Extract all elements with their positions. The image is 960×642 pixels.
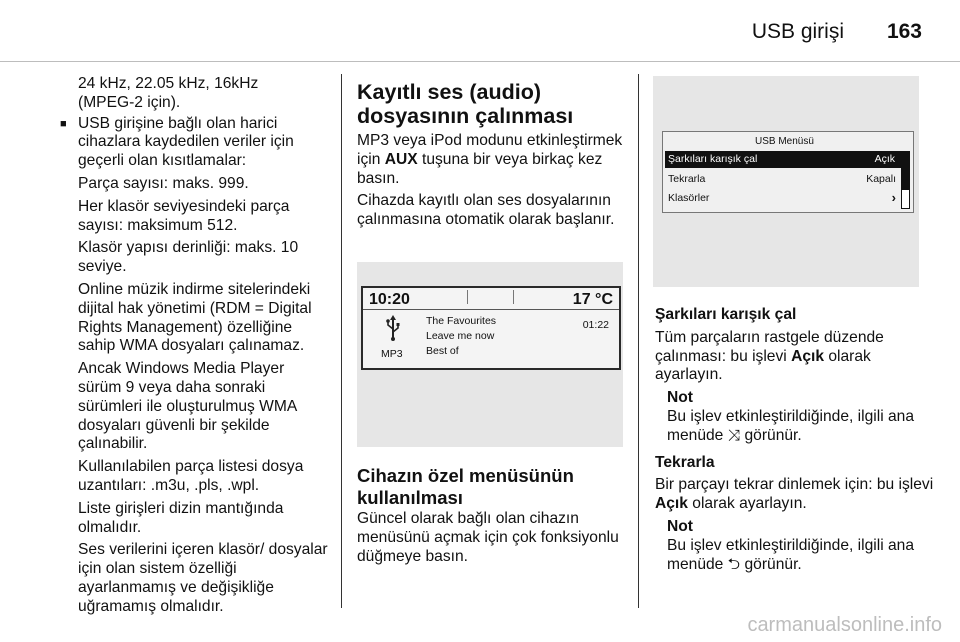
para-autoplay: Cihazda kayıtlı olan ses dosyalarının çalınmasına otomatik olarak başlanır. [357, 192, 615, 229]
note-title: Not [667, 517, 693, 535]
menu-item-shuffle-label: Şarkıları karışık çal [668, 153, 758, 165]
header-rule [0, 61, 960, 62]
status-separator-1 [467, 290, 468, 304]
para-playlist-ext: Kullanılabilen parça listesi dosya uzantıları: .m3u, .pls, .wpl. [78, 458, 304, 494]
para-system-attr: Ses verilerini içeren klasör/ dosyalar için olan sistem özelliği ayarlanmamış ve değişikliğe uğramamış olmalıdır. [78, 541, 328, 615]
page-header [0, 0, 960, 62]
artist-name: Best of [426, 345, 459, 357]
para-list-entries: Liste girişleri dizin mantığında olmalıdır. [78, 499, 284, 536]
continued-line-1: 24 kHz, 22.05 kHz, 16kHz [78, 75, 259, 92]
para-open-menu: Güncel olarak bağlı olan cihazın menüsünü açmak için çok fonksiyonlu düğmeye basın. [357, 510, 619, 565]
chevron-right-icon: › [891, 190, 896, 205]
middle-column-lower [357, 465, 629, 570]
usb-menu-title: USB Menüsü [755, 136, 814, 147]
para-wmp: Ancak Windows Media Player sürüm 9 veya daha sonraki sürümleri ile oluşturulmuş WMA dosyaları güvenli bir şekilde çalınabilir. [78, 360, 297, 453]
note-shuffle [655, 389, 940, 445]
left-column [78, 75, 328, 621]
para-shuffle: Tüm parçaların rastgele düzende çalınması: bu işlevi Açık olarak ayarlayın. [655, 328, 884, 384]
section-title: USB girişi [751, 20, 844, 43]
heading-playing-audio: Kayıtlı ses (audio) dosyasının çalınması [357, 80, 574, 128]
temperature: 17 °C [572, 291, 613, 308]
para-folder-depth: Klasör yapısı derinliği: maks. 10 seviye. [78, 239, 299, 276]
note-text: Bu işlev etkinleştirildiğinde, ilgili ana menüde ⮌ görünür. [667, 536, 915, 573]
on-value-label: Açık [791, 347, 825, 365]
para-repeat: Bir parçayı tekrar dinlemek için: bu işlevi Açık olarak ayarlayın. [655, 476, 934, 513]
menu-item-shuffle[interactable] [665, 151, 901, 168]
para-tracks-per-folder: Her klasör seviyesindeki parça sayısı: maksimum 512. [78, 197, 290, 234]
usb-menu-panel [662, 131, 914, 213]
heading-repeat: Tekrarla [655, 453, 715, 471]
note-title: Not [667, 389, 693, 407]
column-divider-1 [341, 74, 342, 608]
menu-item-repeat-label: Tekrarla [668, 173, 706, 185]
menu-item-folders-label: Klasörler [668, 192, 710, 204]
para-aux: MP3 veya iPod modunu etkinleştirmek için AUX tuşuna bir veya birkaç kez basın. [357, 132, 623, 187]
right-column [655, 306, 940, 582]
menu-scrollbar[interactable] [901, 151, 910, 209]
column-divider-2 [638, 74, 639, 608]
menu-item-repeat-value: Kapalı [866, 173, 896, 185]
status-separator-2 [513, 290, 514, 304]
figure-usb-menu [653, 76, 919, 287]
middle-column [357, 80, 629, 234]
figure-now-playing [357, 262, 623, 447]
bullet-restrictions: ■ USB girişine bağlı olan harici cihazlara kaydedilen veriler için geçerli olan kısıtlamalar: [78, 115, 328, 171]
clock-time: 10:20 [369, 291, 410, 308]
menu-item-repeat[interactable] [666, 171, 900, 188]
display-screen [361, 286, 621, 370]
on-value-label: Açık [655, 495, 688, 513]
heading-shuffle: Şarkıları karışık çal [655, 306, 797, 323]
para-drm: Online müzik indirme sitelerindeki dijital hak yönetimi (RDM = Digital Rights Management) özelliğine sahip WMA dosyaları çalınamaz. [78, 280, 312, 355]
menu-scrollbar-thumb[interactable] [902, 152, 909, 190]
menu-item-shuffle-value: Açık [874, 153, 895, 165]
note-repeat [655, 518, 940, 574]
usb-icon [385, 315, 401, 346]
status-bar-rule [363, 309, 619, 310]
continued-line-2: (MPEG-2 için). [78, 93, 181, 111]
track-title: Leave me now [426, 330, 495, 342]
album-name: The Favourites [426, 315, 497, 327]
watermark: carmanualsonline.info [747, 614, 942, 636]
para-track-count: Parça sayısı: maks. 999. [78, 174, 249, 192]
source-label: MP3 [381, 348, 403, 360]
heading-device-menu: Cihazın özel menüsünün kullanılması [357, 465, 574, 508]
menu-item-folders[interactable] [666, 190, 900, 207]
note-text: Bu işlev etkinleştirildiğinde, ilgili ana menüde ⤨ görünür. [667, 407, 915, 444]
elapsed-time: 01:22 [582, 319, 609, 331]
aux-key-label: AUX [384, 150, 418, 168]
page-number: 163 [886, 20, 922, 43]
